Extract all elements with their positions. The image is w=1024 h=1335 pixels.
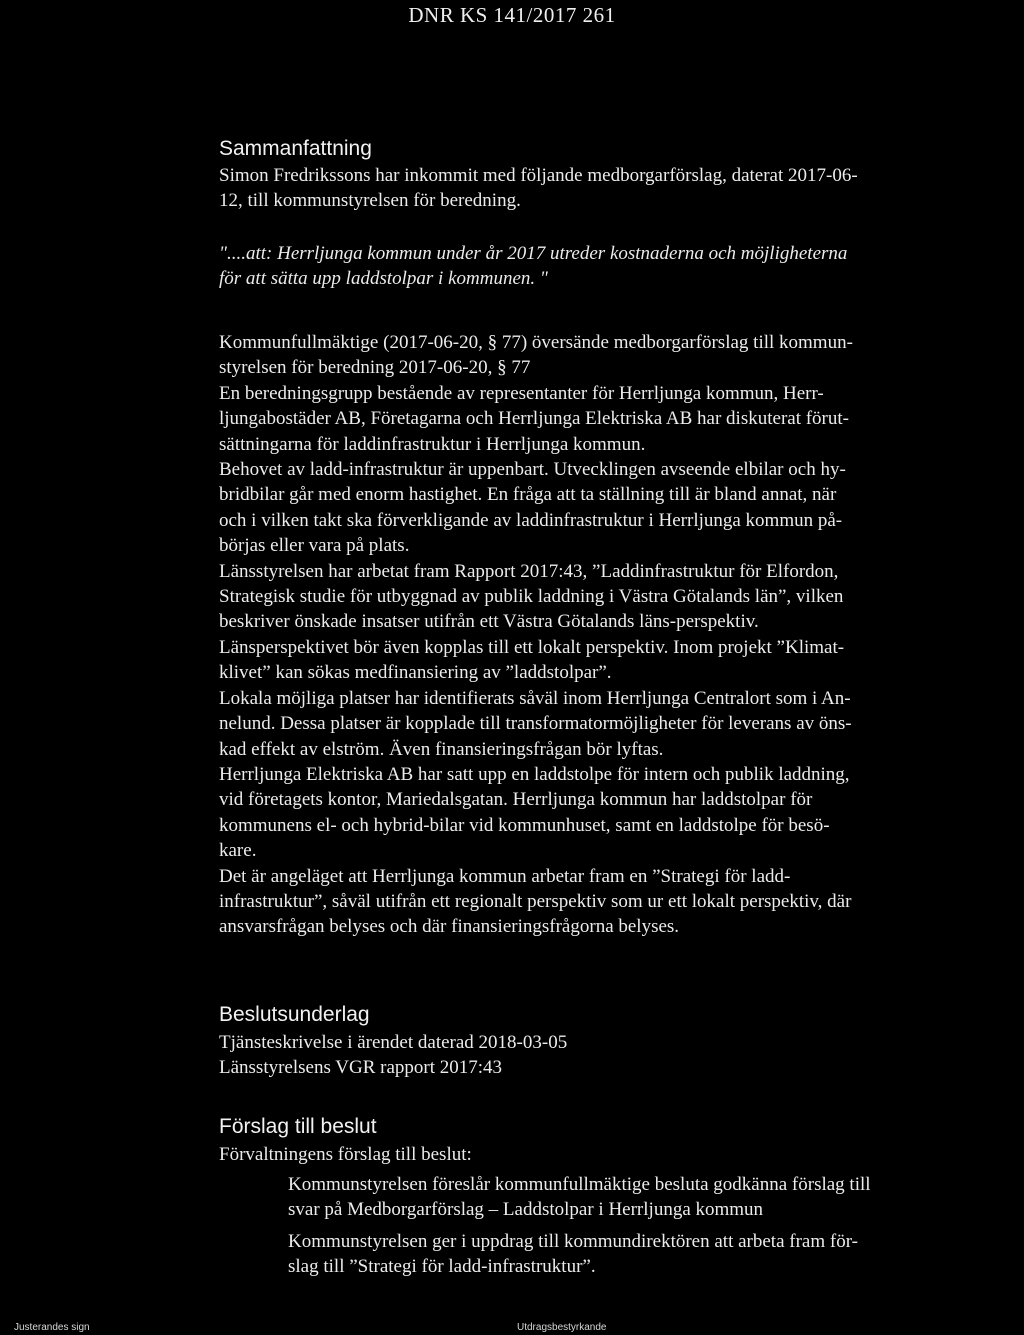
text-line: slag till ”Strategi för ladd-infrastruktur”. bbox=[288, 1256, 596, 1278]
text-line: svar på Medborgarförslag – Laddstolpar i Herrljunga kommun bbox=[288, 1199, 764, 1221]
citizen-proposal-quote bbox=[219, 241, 1019, 292]
text-line: infrastruktur”, såväl utifrån ett regionalt perspektiv som ur ett lokalt perspektiv, där bbox=[219, 890, 852, 912]
proposal-lead bbox=[219, 1142, 1019, 1167]
summary-body bbox=[219, 330, 1019, 940]
proposal-item-1 bbox=[288, 1172, 1018, 1223]
text-line: Länsstyrelsens VGR rapport 2017:43 bbox=[219, 1057, 503, 1079]
text-line: vid företagets kontor, Mariedalsgatan. Herrljunga kommun har laddstolpar för bbox=[219, 789, 813, 811]
document-reference-number: DNR KS 141/2017 261 bbox=[408, 3, 616, 27]
text-line: Kommunfullmäktige (2017-06-20, § 77) översände medborgarförslag till kommun- bbox=[219, 332, 853, 353]
text-line: kare. bbox=[219, 840, 257, 862]
text-line: Kommunstyrelsen ger i uppdrag till kommundirektören att arbeta fram för- bbox=[288, 1231, 858, 1252]
text-line: kommunens el- och hybrid-bilar vid kommunhuset, samt en laddstolpe för besö- bbox=[219, 814, 830, 836]
heading-sammanfattning: Sammanfattning bbox=[219, 137, 372, 160]
text-line: sättningarna för laddinfrastruktur i Herrljunga kommun. bbox=[219, 433, 646, 455]
text-line: kad effekt av elström. Även finansieringsfrågan bör lyftas. bbox=[219, 738, 664, 760]
text-line: En beredningsgrupp bestående av representanter för Herrljunga kommun, Herr- bbox=[219, 382, 824, 404]
text-line: Det är angeläget att Herrljunga kommun arbetar fram en ”Strategi för ladd- bbox=[219, 865, 791, 887]
text-line: bridbilar går med enorm hastighet. En fråga att ta ställning till är bland annat, när bbox=[219, 484, 837, 506]
quote-line: för att sätta upp laddstolpar i kommunen. " bbox=[219, 268, 548, 290]
text-line: Strategisk studie för utbyggnad av publik laddning i Västra Götalands län”, vilken bbox=[219, 586, 844, 608]
text-line: ansvarsfrågan belyses och där finansieringsfrågorna belyses. bbox=[219, 916, 680, 938]
text-line: Länsstyrelsen har arbetat fram Rapport 2017:43, ”Laddinfrastruktur för Elfordon, bbox=[219, 560, 839, 582]
text-line: och i vilken takt ska förverkligande av laddinfrastruktur i Herrljunga kommun på- bbox=[219, 509, 843, 531]
heading-forslag-till-beslut: Förslag till beslut bbox=[219, 1115, 377, 1138]
text-line: Tjänsteskrivelse i ärendet daterad 2018-03-05 bbox=[219, 1032, 568, 1053]
summary-intro bbox=[219, 163, 1019, 214]
text-line: styrelsen för beredning 2017-06-20, § 77 bbox=[219, 357, 531, 379]
text-line: nelund. Dessa platser är kopplade till transformatormöjligheter för leverans av öns- bbox=[219, 713, 852, 735]
text-line: Lokala möjliga platser har identifierats såväl inom Herrljunga Centralort som i An- bbox=[219, 687, 851, 709]
text-line: Behovet av ladd-infrastruktur är uppenbart. Utvecklingen avseende elbilar och hy- bbox=[219, 459, 846, 481]
footer-justerandes-sign: Justerandes sign bbox=[14, 1322, 90, 1333]
text-line: Kommunstyrelsen föreslår kommunfullmäktige besluta godkänna förslag till bbox=[288, 1174, 871, 1195]
text-line: beskriver önskade insatser utifrån ett Västra Götalands läns-perspektiv. bbox=[219, 611, 759, 633]
text-line: Simon Fredrikssons har inkommit med följande medborgarförslag, daterat 2017-06- bbox=[219, 165, 858, 186]
footer-utdragsbestyrkande: Utdragsbestyrkande bbox=[517, 1322, 607, 1333]
text-line: börjas eller vara på plats. bbox=[219, 535, 410, 557]
heading-beslutsunderlag: Beslutsunderlag bbox=[219, 1003, 370, 1026]
text-line: Förvaltningens förslag till beslut: bbox=[219, 1144, 472, 1165]
text-line: ljungabostäder AB, Företagarna och Herrljunga Elektriska AB har diskuterat förut- bbox=[219, 408, 849, 430]
text-line: Herrljunga Elektriska AB har satt upp en laddstolpe för intern och publik laddning, bbox=[219, 763, 850, 785]
text-line: 12, till kommunstyrelsen för beredning. bbox=[219, 190, 521, 212]
proposal-item-2 bbox=[288, 1229, 1018, 1280]
decision-basis-list bbox=[219, 1030, 1019, 1081]
quote-line: "....att: Herrljunga kommun under år 2017 utreder kostnaderna och möjligheterna bbox=[219, 243, 848, 264]
text-line: Länsperspektivet bör även kopplas till ett lokalt perspektiv. Inom projekt ”Klimat- bbox=[219, 636, 845, 658]
text-line: klivet” kan sökas medfinansiering av ”laddstolpar”. bbox=[219, 662, 612, 684]
